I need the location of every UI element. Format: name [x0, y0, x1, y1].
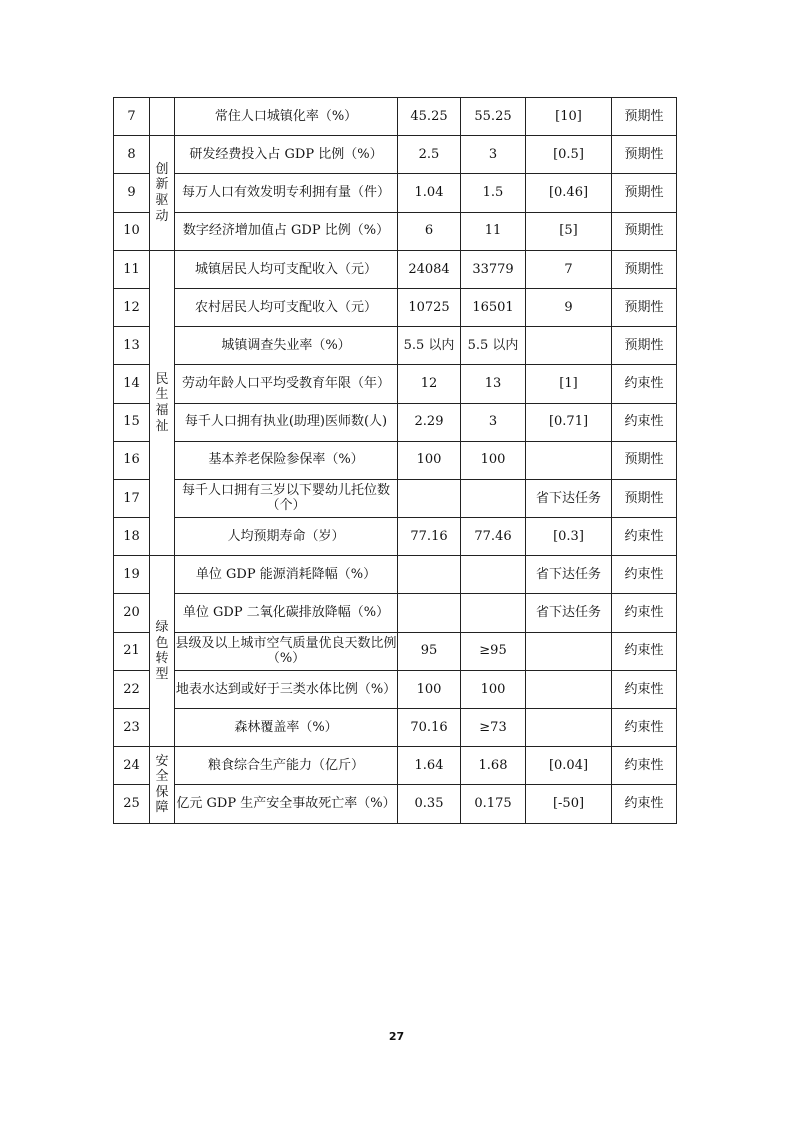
row-number: 9 — [114, 174, 150, 212]
change-value: [0.04] — [526, 747, 612, 785]
row-number: 23 — [114, 709, 150, 747]
target-value: 55.25 — [461, 98, 526, 136]
table-row — [114, 250, 677, 288]
row-number: 18 — [114, 518, 150, 556]
base-value: 2.29 — [398, 403, 461, 441]
table-row — [114, 594, 677, 632]
indicator-name: 数字经济增加值占 GDP 比例（%） — [175, 212, 398, 250]
category-char: 转 — [155, 651, 169, 667]
indicator-name: 常住人口城镇化率（%） — [175, 98, 398, 136]
base-value: 10725 — [398, 288, 461, 326]
category-char: 色 — [155, 635, 169, 651]
attribute-value: 预期性 — [612, 288, 677, 326]
row-number: 20 — [114, 594, 150, 632]
attribute-value: 约束性 — [612, 403, 677, 441]
row-number: 8 — [114, 136, 150, 174]
change-value: 7 — [526, 250, 612, 288]
base-value: 100 — [398, 670, 461, 708]
base-value: 0.35 — [398, 785, 461, 823]
base-value: 6 — [398, 212, 461, 250]
change-value: [0.71] — [526, 403, 612, 441]
indicator-name: 单位 GDP 二氧化碳排放降幅（%） — [175, 594, 398, 632]
target-value: 5.5 以内 — [461, 327, 526, 365]
table-row — [114, 632, 677, 670]
base-value — [398, 594, 461, 632]
attribute-value: 预期性 — [612, 441, 677, 479]
attribute-value: 约束性 — [612, 632, 677, 670]
target-value: 11 — [461, 212, 526, 250]
table-row — [114, 709, 677, 747]
category-char: 祉 — [155, 418, 169, 434]
target-value — [461, 556, 526, 594]
attribute-value: 约束性 — [612, 365, 677, 403]
base-value: 1.64 — [398, 747, 461, 785]
category-char: 动 — [155, 208, 169, 224]
indicator-table — [113, 97, 677, 824]
change-value — [526, 632, 612, 670]
indicator-name: 亿元 GDP 生产安全事故死亡率（%） — [175, 785, 398, 823]
row-number: 10 — [114, 212, 150, 250]
base-value: 24084 — [398, 250, 461, 288]
category-livelihood — [150, 250, 175, 556]
row-number: 11 — [114, 250, 150, 288]
row-number: 17 — [114, 479, 150, 517]
category-char: 型 — [155, 666, 169, 682]
indicator-name: 每万人口有效发明专利拥有量（件） — [175, 174, 398, 212]
indicator-name: 每千人口拥有三岁以下婴幼儿托位数（个） — [175, 479, 398, 517]
category-char: 保 — [155, 784, 169, 800]
table-row — [114, 441, 677, 479]
change-value: [-50] — [526, 785, 612, 823]
base-value: 70.16 — [398, 709, 461, 747]
indicator-name: 农村居民人均可支配收入（元） — [175, 288, 398, 326]
base-value — [398, 479, 461, 517]
table-row — [114, 365, 677, 403]
table-row — [114, 98, 677, 136]
row-number: 7 — [114, 98, 150, 136]
row-number: 24 — [114, 747, 150, 785]
category-char: 福 — [155, 403, 169, 418]
change-value: 省下达任务 — [526, 479, 612, 517]
row-number: 15 — [114, 403, 150, 441]
attribute-value: 预期性 — [612, 174, 677, 212]
attribute-value: 约束性 — [612, 556, 677, 594]
indicator-name: 城镇调查失业率（%） — [175, 327, 398, 365]
table-row — [114, 518, 677, 556]
base-value: 45.25 — [398, 98, 461, 136]
row-number: 13 — [114, 327, 150, 365]
row-number: 12 — [114, 288, 150, 326]
target-value: ≥95 — [461, 632, 526, 670]
category-char: 障 — [155, 800, 169, 816]
attribute-value: 约束性 — [612, 785, 677, 823]
target-value: ≥73 — [461, 709, 526, 747]
table-row — [114, 670, 677, 708]
category-char: 生 — [155, 387, 169, 403]
indicator-name: 县级及以上城市空气质量优良天数比例（%） — [175, 632, 398, 670]
row-number: 16 — [114, 441, 150, 479]
category-char: 新 — [155, 177, 169, 193]
base-value: 2.5 — [398, 136, 461, 174]
indicator-name: 人均预期寿命（岁） — [175, 518, 398, 556]
table-row — [114, 403, 677, 441]
category-char: 民 — [155, 371, 169, 387]
change-value — [526, 670, 612, 708]
row-number: 22 — [114, 670, 150, 708]
change-value — [526, 441, 612, 479]
target-value: 3 — [461, 136, 526, 174]
base-value: 95 — [398, 632, 461, 670]
table-row — [114, 747, 677, 785]
change-value: 省下达任务 — [526, 594, 612, 632]
target-value: 1.5 — [461, 174, 526, 212]
attribute-value: 预期性 — [612, 250, 677, 288]
table-row — [114, 288, 677, 326]
base-value: 5.5 以内 — [398, 327, 461, 365]
attribute-value: 约束性 — [612, 594, 677, 632]
row-number: 19 — [114, 556, 150, 594]
target-value: 33779 — [461, 250, 526, 288]
base-value: 12 — [398, 365, 461, 403]
target-value: 0.175 — [461, 785, 526, 823]
indicator-name: 每千人口拥有执业(助理)医师数(人) — [175, 403, 398, 441]
indicator-name: 森林覆盖率（%） — [175, 709, 398, 747]
attribute-value: 预期性 — [612, 479, 677, 517]
category-cell-empty — [150, 98, 175, 136]
change-value: [0.5] — [526, 136, 612, 174]
attribute-value: 预期性 — [612, 136, 677, 174]
change-value — [526, 327, 612, 365]
attribute-value: 约束性 — [612, 518, 677, 556]
table-row — [114, 174, 677, 212]
target-value: 100 — [461, 670, 526, 708]
category-char: 绿 — [155, 620, 169, 636]
indicator-name: 地表水达到或好于三类水体比例（%） — [175, 670, 398, 708]
indicator-name: 城镇居民人均可支配收入（元） — [175, 250, 398, 288]
change-value: [10] — [526, 98, 612, 136]
target-value: 16501 — [461, 288, 526, 326]
table-row — [114, 785, 677, 823]
attribute-value: 预期性 — [612, 327, 677, 365]
attribute-value: 约束性 — [612, 747, 677, 785]
change-value: 9 — [526, 288, 612, 326]
target-value: 13 — [461, 365, 526, 403]
change-value: [0.46] — [526, 174, 612, 212]
category-innovation — [150, 136, 175, 251]
attribute-value: 预期性 — [612, 212, 677, 250]
category-char: 全 — [155, 769, 169, 785]
table-row — [114, 136, 677, 174]
table-row — [114, 327, 677, 365]
target-value — [461, 594, 526, 632]
category-safety — [150, 747, 175, 823]
indicator-name: 单位 GDP 能源消耗降幅（%） — [175, 556, 398, 594]
indicator-name: 研发经费投入占 GDP 比例（%） — [175, 136, 398, 174]
change-value: [1] — [526, 365, 612, 403]
row-number: 14 — [114, 365, 150, 403]
base-value: 1.04 — [398, 174, 461, 212]
indicator-name: 粮食综合生产能力（亿斤） — [175, 747, 398, 785]
row-number: 25 — [114, 785, 150, 823]
attribute-value: 约束性 — [612, 709, 677, 747]
category-char: 安 — [155, 753, 169, 769]
target-value: 3 — [461, 403, 526, 441]
target-value: 1.68 — [461, 747, 526, 785]
base-value: 100 — [398, 441, 461, 479]
category-char: 创 — [155, 161, 169, 177]
row-number: 21 — [114, 632, 150, 670]
target-value — [461, 479, 526, 517]
target-value: 100 — [461, 441, 526, 479]
target-value: 77.46 — [461, 518, 526, 556]
attribute-value: 预期性 — [612, 98, 677, 136]
change-value — [526, 709, 612, 747]
change-value: [5] — [526, 212, 612, 250]
base-value: 77.16 — [398, 518, 461, 556]
table-row — [114, 479, 677, 517]
table-row — [114, 212, 677, 250]
indicator-name: 基本养老保险参保率（%） — [175, 441, 398, 479]
change-value: 省下达任务 — [526, 556, 612, 594]
attribute-value: 约束性 — [612, 670, 677, 708]
category-char: 驱 — [155, 192, 169, 208]
page-number: 27 — [388, 1030, 405, 1043]
base-value — [398, 556, 461, 594]
category-green — [150, 556, 175, 747]
table-row — [114, 556, 677, 594]
indicator-name: 劳动年龄人口平均受教育年限（年） — [175, 365, 398, 403]
change-value: [0.3] — [526, 518, 612, 556]
